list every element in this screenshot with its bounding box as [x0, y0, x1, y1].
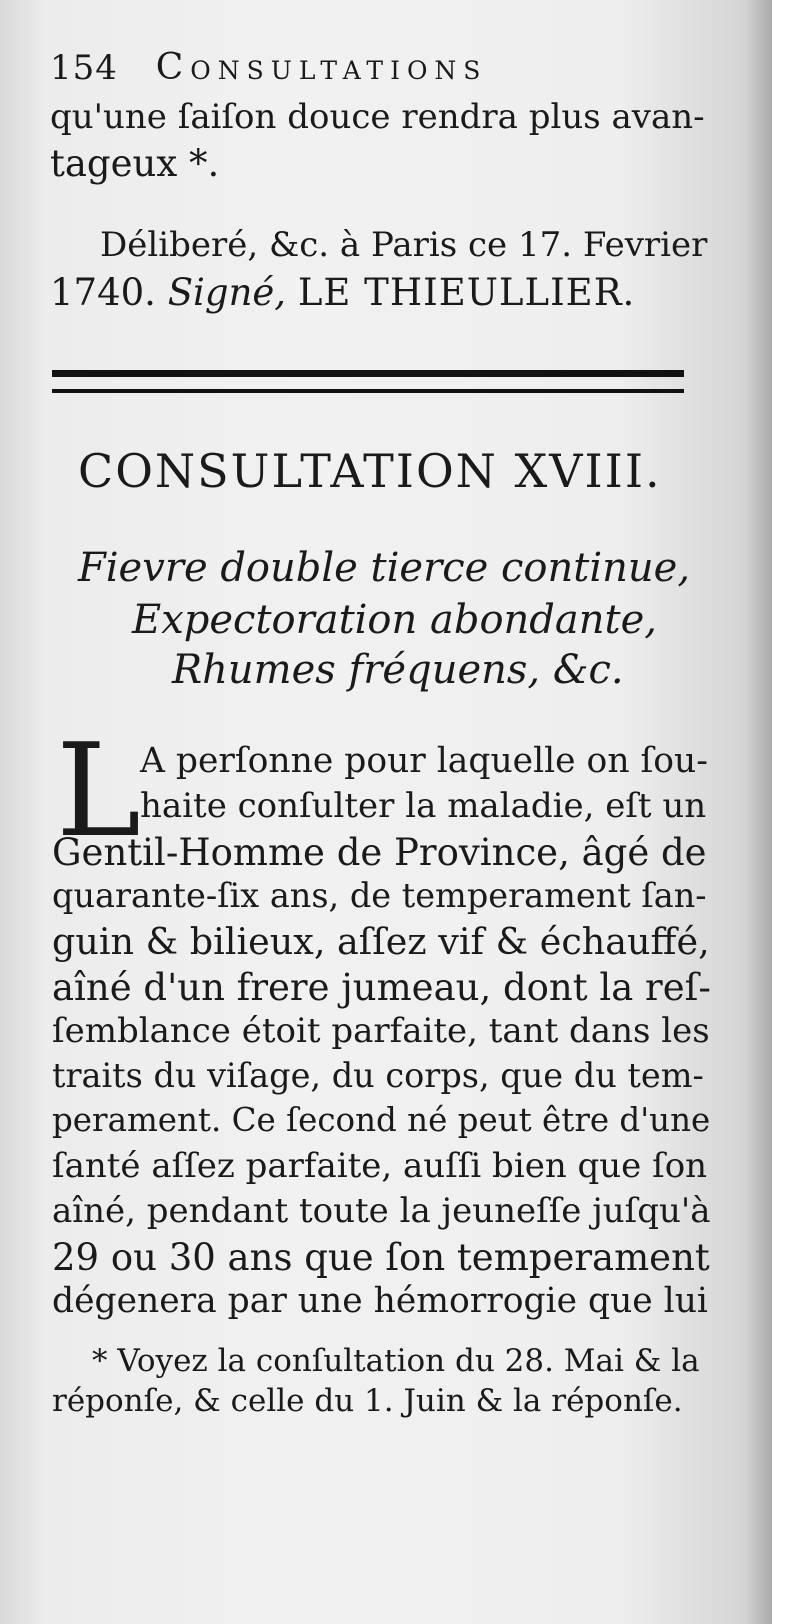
- body-line: dégenera par une hémorrogie que lui: [52, 1281, 708, 1321]
- body-line: ſemblance étoit parfaite, tant dans les: [52, 1011, 710, 1051]
- running-title: Consultations: [155, 47, 488, 88]
- body-line: haite conſulter la maladie, eſt un: [140, 786, 707, 826]
- body-line: quarante-ſix ans, de temperament ſan-: [52, 876, 707, 915]
- subtitle-line-3: Rhumes fréquens, &c.: [172, 647, 624, 693]
- running-head: [50, 47, 488, 88]
- footnote-line-2: réponſe, & celle du 1. Juin & la réponſe.: [52, 1383, 683, 1419]
- body-line: guin & bilieux, aſſez vif & échauffé,: [52, 920, 710, 963]
- signature-signed: Signé,: [167, 271, 287, 314]
- body-line: perament. Ce ſecond né peut être d'une: [52, 1101, 711, 1139]
- signature-line: [50, 271, 636, 314]
- deliberation-line: Déliberé, &c. à Paris ce 17. Fevrier: [100, 225, 708, 265]
- preceding-line-2: tageux *.: [50, 142, 220, 185]
- page-edge-shadow: [744, 0, 772, 1624]
- body-line: ſanté aſſez parfaite, auſſi bien que ſon: [52, 1146, 708, 1186]
- subtitle-line-1: Fievre double tierce continue,: [78, 545, 691, 591]
- consultation-heading: CONSULTATION XVIII.: [78, 444, 662, 498]
- subtitle-line-2: Expectoration abondante,: [132, 597, 657, 643]
- drop-cap: L: [56, 717, 141, 866]
- body-line: aîné d'un frere jumeau, dont la reſ-: [52, 966, 711, 1009]
- signature-year: 1740.: [50, 271, 156, 314]
- divider-rule-thin: [52, 389, 684, 393]
- body-line: aîné, pendant toute la jeuneſſe juſqu'à: [52, 1191, 711, 1231]
- divider-rule-thick: [52, 370, 684, 377]
- signatory-name: LE THIEULLIER.: [297, 271, 636, 314]
- body-line: traits du viſage, du corps, que du tem-: [52, 1056, 704, 1095]
- page-number: 154: [50, 48, 118, 88]
- body-line: A perſonne pour laquelle on ſou-: [140, 741, 708, 781]
- footnote-line-1: * Voyez la conſultation du 28. Mai & la: [92, 1343, 700, 1379]
- body-line: Gentil-Homme de Province, âgé de: [52, 831, 707, 874]
- preceding-line-1: qu'une ſaiſon douce rendra plus avan-: [50, 97, 705, 137]
- body-line: 29 ou 30 ans que ſon temperament: [52, 1236, 710, 1279]
